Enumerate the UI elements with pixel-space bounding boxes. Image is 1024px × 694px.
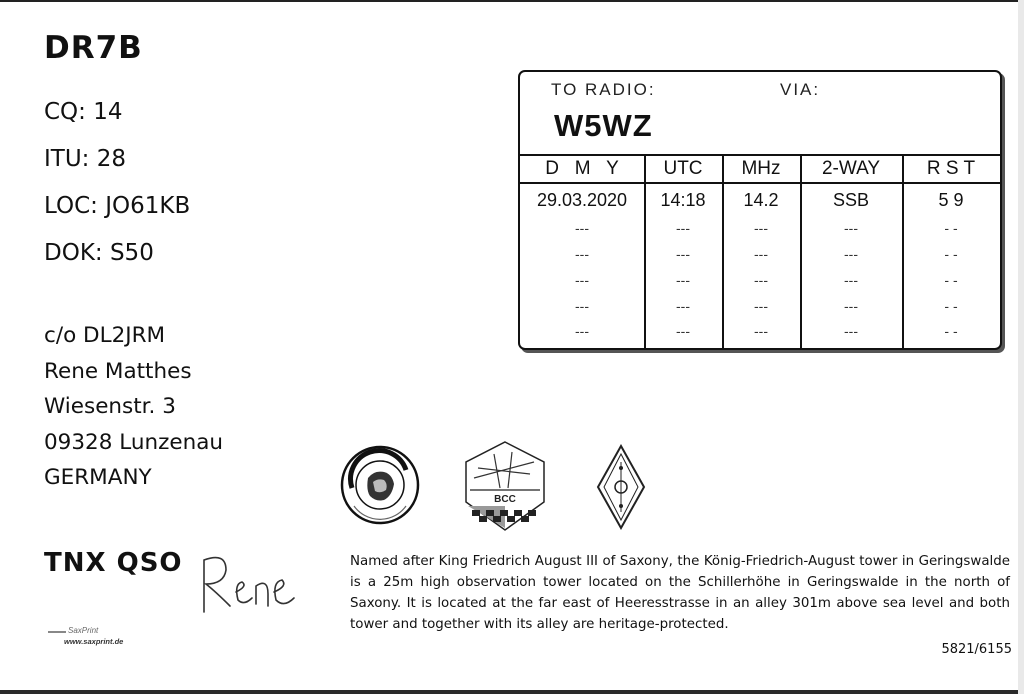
empty-cell: - - (944, 298, 958, 314)
empty-cell: - - (944, 323, 958, 339)
card-serial-number: 5821/6155 (941, 642, 1012, 657)
card-edge-bottom (0, 690, 1024, 694)
empty-cell: --- (754, 246, 768, 262)
qso-mode: SSB (832, 190, 870, 210)
empty-cell: --- (844, 246, 858, 262)
svg-text:BCC: BCC (494, 494, 516, 505)
qso-utc: 14:18 (660, 190, 706, 210)
empty-cell: --- (676, 272, 690, 288)
card-edge-right (1018, 0, 1024, 694)
column-header-rst: R S T (926, 158, 976, 179)
handwritten-signature (196, 548, 306, 618)
empty-cell: --- (575, 220, 589, 236)
qso-date: 29.03.2020 (536, 190, 628, 210)
column-header-mhz: MHz (741, 158, 781, 179)
empty-cell: --- (754, 220, 768, 236)
qso-rst: 5 9 (938, 190, 964, 210)
empty-cell: --- (575, 272, 589, 288)
column-header-utc: UTC (663, 158, 703, 179)
dok-code: DOK: S50 (44, 240, 154, 266)
cq-zone: CQ: 14 (44, 99, 123, 125)
empty-cell: - - (944, 246, 958, 262)
card-edge-top (0, 0, 1024, 2)
empty-cell: --- (575, 298, 589, 314)
station-callsign: DR7B (44, 30, 143, 66)
true-blue-dxers-club-logo (340, 444, 420, 526)
saxprint-bar (48, 631, 66, 633)
empty-cell: --- (676, 220, 690, 236)
empty-cell: --- (676, 323, 690, 339)
itu-zone: ITU: 28 (44, 146, 126, 172)
address-line: 09328 Lunzenau (44, 429, 224, 455)
to-callsign: W5WZ (554, 108, 653, 143)
address-line: Wiesenstr. 3 (44, 394, 176, 419)
table-rule (520, 154, 1000, 156)
address-line: Rene Matthes (44, 358, 192, 384)
locator: LOC: JO61KB (44, 193, 191, 219)
empty-cell: --- (754, 272, 768, 288)
saxprint-brand: SaxPrint (68, 626, 99, 635)
tower-description: Named after King Friedrich August III of Saxony, the König-Friedrich-August tower in Geringswalde is a 25m high observation tower located on the Schillerhöhe in Geringswalde in the north of Saxony. It is located at the far east of Heeresstrasse in an alley 301m above sea level and both tower and together with its alley are heritage-protected. (350, 554, 1010, 632)
empty-cell: --- (575, 246, 589, 262)
empty-cell: --- (844, 323, 858, 339)
dok-diamond-logo (596, 444, 646, 530)
address-line: c/o DL2JRM (44, 323, 166, 348)
table-rule (520, 182, 1000, 184)
qso-confirmation-box (518, 70, 1002, 350)
via-label: VIA: (780, 80, 821, 99)
empty-cell: --- (575, 323, 589, 339)
empty-cell: - - (944, 220, 958, 236)
column-header-mode: 2-WAY (821, 158, 881, 179)
saxprint-website: www.saxprint.de (64, 637, 124, 646)
empty-cell: --- (844, 298, 858, 314)
empty-cell: --- (754, 323, 768, 339)
to-radio-label: TO RADIO: (551, 80, 656, 99)
empty-cell: --- (676, 298, 690, 314)
saxprint-logo (44, 626, 144, 650)
bcc-logo (464, 440, 546, 532)
address-block (44, 318, 223, 496)
address-line: GERMANY (44, 465, 152, 490)
empty-cell: --- (676, 246, 690, 262)
empty-cell: --- (844, 272, 858, 288)
empty-cell: - - (944, 272, 958, 288)
empty-cell: --- (754, 298, 768, 314)
empty-cell: --- (844, 220, 858, 236)
qso-frequency: 14.2 (743, 190, 779, 210)
tnx-qso-label: TNX QSO (44, 548, 183, 578)
column-header-date: D M Y (545, 158, 619, 179)
